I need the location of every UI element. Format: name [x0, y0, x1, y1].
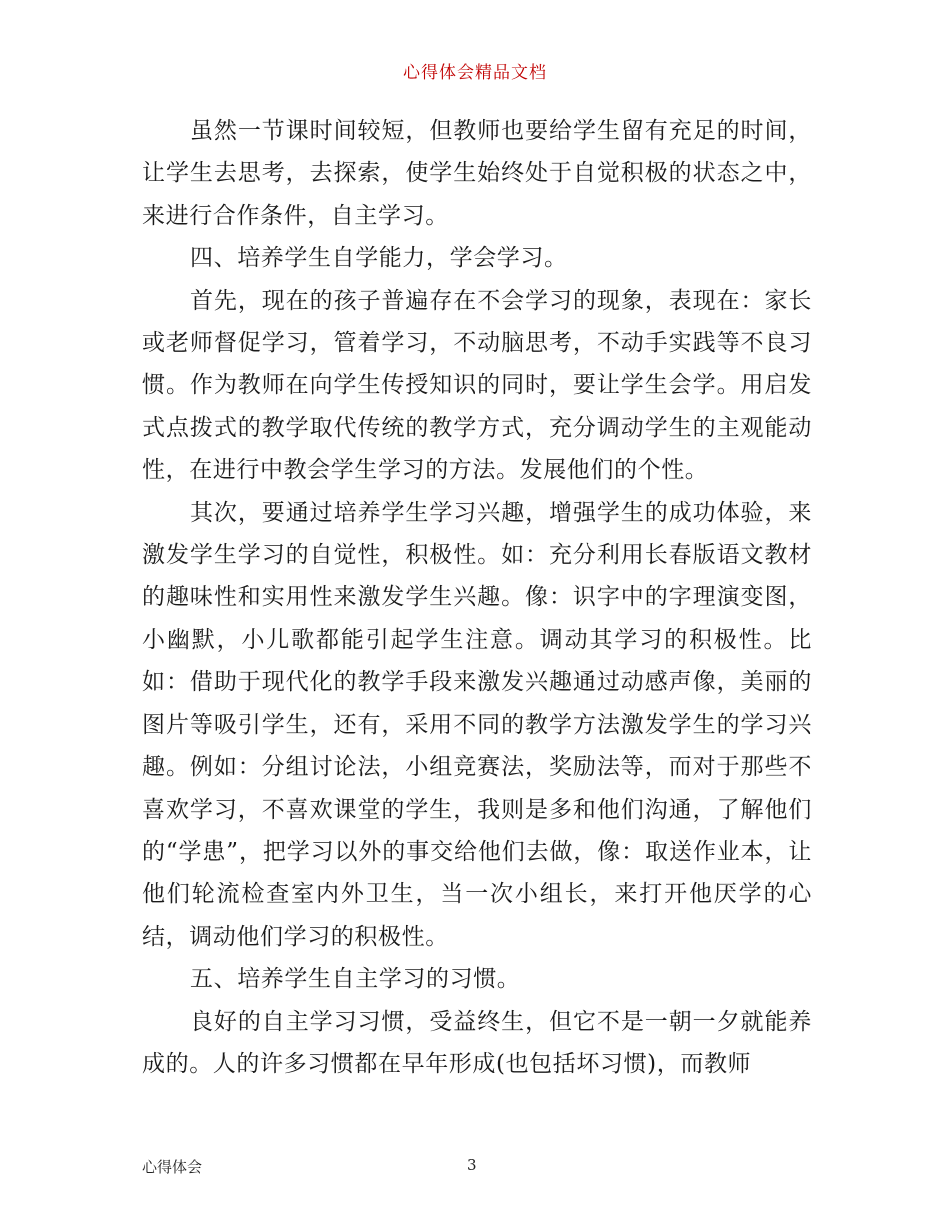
paragraph-2: 首先，现在的孩子普遍存在不会学习的现象，表现在：家长或老师督促学习，管着学习，不动脑思考，不动手实践等不良习惯。作为教师在向学生传授知识的同时，要让学生会学。用启发式点拨式的教学取代传统的教学方式，充分调动学生的主观能动性，在进行中教会学生学习的方法。发展他们的个性。: [142, 287, 812, 484]
section-heading-5: 五、培养学生自主学习的习惯。: [190, 966, 521, 993]
paragraph-4: 良好的自主学习习惯，受益终生，但它不是一朝一夕就能养成的。人的许多习惯都在早年形成(也包括坏习惯)，而教师: [142, 1008, 812, 1077]
page-number: 3: [467, 1156, 477, 1174]
paragraph-3: 其次，要通过培养学生学习兴趣，增强学生的成功体验，来激发学生学习的自觉性，积极性。如：充分利用长春版语文教材的趣味性和实用性来激发学生兴趣。像：识字中的字理演变图，小幽默，小儿歌都能引起学生注意。调动其学习的积极性。比如：借助于现代化的教学手段来激发兴趣通过动感声像，美丽的图片等吸引学生，还有，采用不同的教学方法激发学生的学习兴趣。例如：分组讨论法，小组竞赛法，奖励法等，而对于那些不喜欢学习，不喜欢课堂的学生，我则是多和他们沟通，了解他们的“学患”，把学习以外的事交给他们去做，像：取送作业本，让他们轮流检查室内外卫生，当一次小组长，来打开他厌学的心结，调动他们学习的积极性。: [142, 499, 812, 950]
paragraph-1: 虽然一节课时间较短，但教师也要给学生留有充足的时间，让学生去思考，去探索，使学生始终处于自觉积极的状态之中，来进行合作条件，自主学习。: [142, 118, 812, 229]
section-heading-4: 四、培养学生自学能力，学会学习。: [190, 245, 568, 272]
document-header-title: 心得体会精品文档: [403, 63, 547, 83]
footer-label: 心得体会: [142, 1158, 203, 1176]
document-body: [142, 110, 812, 1085]
